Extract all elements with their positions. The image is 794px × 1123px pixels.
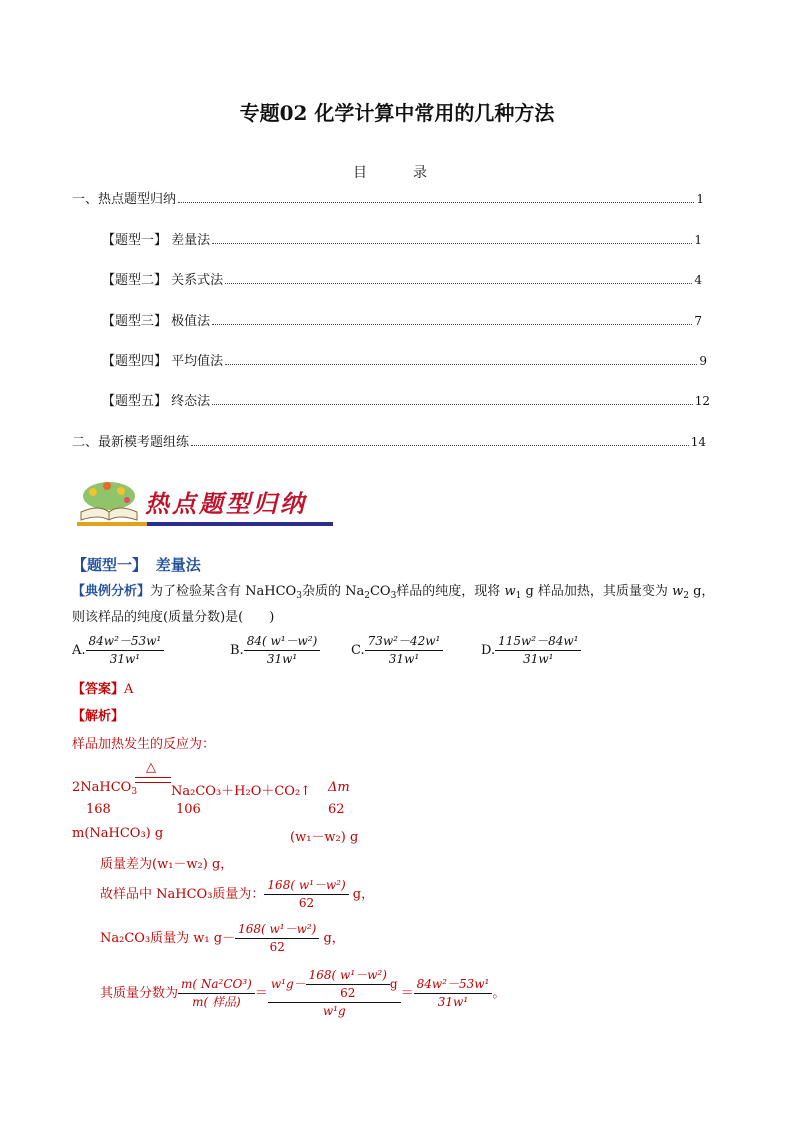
- option-a[interactable]: A. $\frac{\text{84w²－53w¹}}{\text{31w¹}}$: [72, 634, 164, 667]
- answer-tag: 【答案】: [72, 682, 125, 697]
- analysis-line-2: 故样品中 NaHCO₃质量为： $\frac{\text{168( w¹－w²)}}{62}$ g，: [100, 878, 375, 910]
- option-d[interactable]: D. $\frac{\text{115w²－84w¹}}{\text{31w¹}}$: [481, 634, 581, 667]
- toc-page: 1: [696, 192, 704, 206]
- toc-label: 【题型五】 终态法: [102, 394, 211, 409]
- section-heading: [72, 554, 201, 575]
- toc-label: 【题型四】 平均值法: [102, 354, 224, 369]
- example-tag: 【典例分析】: [72, 584, 151, 599]
- mass-diff: (w₁－w₂) g: [290, 830, 359, 845]
- toc-page: 9: [699, 354, 707, 368]
- toc-label: 【题型二】 关系式法: [102, 273, 224, 288]
- equation-delta: Δm: [328, 780, 350, 795]
- answer-line: [72, 678, 133, 697]
- equation-right: Na₂CO₃＋H₂O＋CO₂↑: [171, 784, 312, 799]
- mass-nahco3: m(NaHCO₃) g: [72, 826, 164, 841]
- section-banner: [75, 478, 333, 532]
- analysis-line-3: Na₂CO₃质量为 w₁ g－ $\frac{\text{168( w¹－w²)}}{62}$ g，: [100, 922, 345, 954]
- equation-condition: △: [146, 760, 156, 775]
- toc-row[interactable]: [72, 188, 704, 207]
- option-c[interactable]: C. $\frac{\text{73w²－42w¹}}{\text{31w¹}}$: [351, 634, 443, 667]
- equation-equals: [135, 777, 171, 783]
- toc-row[interactable]: [102, 390, 710, 409]
- mass-106: 106: [176, 802, 201, 817]
- toc-page: 4: [694, 273, 702, 287]
- toc-row[interactable]: [102, 229, 702, 248]
- toc-heading-right: 录: [413, 165, 429, 181]
- page-title: 专题02 化学计算中常用的几种方法: [239, 101, 555, 125]
- analysis-line-1: 质量差为(w₁－w₂) g，: [100, 857, 234, 872]
- toc-page: 14: [690, 435, 706, 449]
- toc-page: 12: [694, 394, 710, 408]
- toc-page: 7: [694, 314, 702, 328]
- mass-62: 62: [328, 802, 345, 817]
- equation-left: 2NaHCO$_3$: [72, 780, 138, 797]
- toc-heading: [353, 162, 429, 182]
- question-line-1: 【典例分析】为了检验某含有 NaHCO$_3$杂质的 $Na_2CO_3$样品的纯度，现将 $w_1$ g 样品加热，其质量变为 $w_2$ g，: [72, 584, 715, 601]
- toc-row[interactable]: [102, 310, 702, 329]
- toc-label: 二、最新模考题组练: [72, 435, 190, 450]
- toc-label: 一、热点题型归纳: [72, 192, 177, 207]
- answer-value: A: [124, 682, 134, 697]
- question-line-2: 则该样品的纯度(质量分数)是( ): [72, 610, 275, 625]
- section-name: 差量法: [155, 556, 201, 574]
- toc-heading-left: 目: [353, 165, 369, 181]
- toc-row[interactable]: [102, 350, 707, 369]
- reaction-intro: 样品加热发生的反应为：: [72, 737, 216, 752]
- toc-label: 【题型一】 差量法: [102, 233, 211, 248]
- section-tag: 【题型一】: [72, 556, 148, 574]
- banner-title: 热点题型归纳: [145, 489, 307, 518]
- toc-label: 【题型三】 极值法: [102, 314, 211, 329]
- analysis-tag: 【解析】: [72, 709, 125, 724]
- option-b[interactable]: B. $\frac{\text{84( w¹－w²)}}{\text{31w¹}}$: [230, 634, 320, 667]
- toc-row[interactable]: [72, 431, 706, 450]
- mass-168: 168: [86, 802, 111, 817]
- analysis-line-4: 其质量分数为 $\frac{\text{m( Na²CO³)}}{\text{m( 样品)}}$ ＝ w¹g－ $\frac{\text{168( w¹－w²)}}{62}$ g w¹g ＝ $\frac{\text{84w²－53w¹}}{\text{31w¹}}$ 。: [100, 968, 506, 1018]
- toc-row[interactable]: [102, 269, 702, 288]
- toc-page: 1: [694, 233, 702, 247]
